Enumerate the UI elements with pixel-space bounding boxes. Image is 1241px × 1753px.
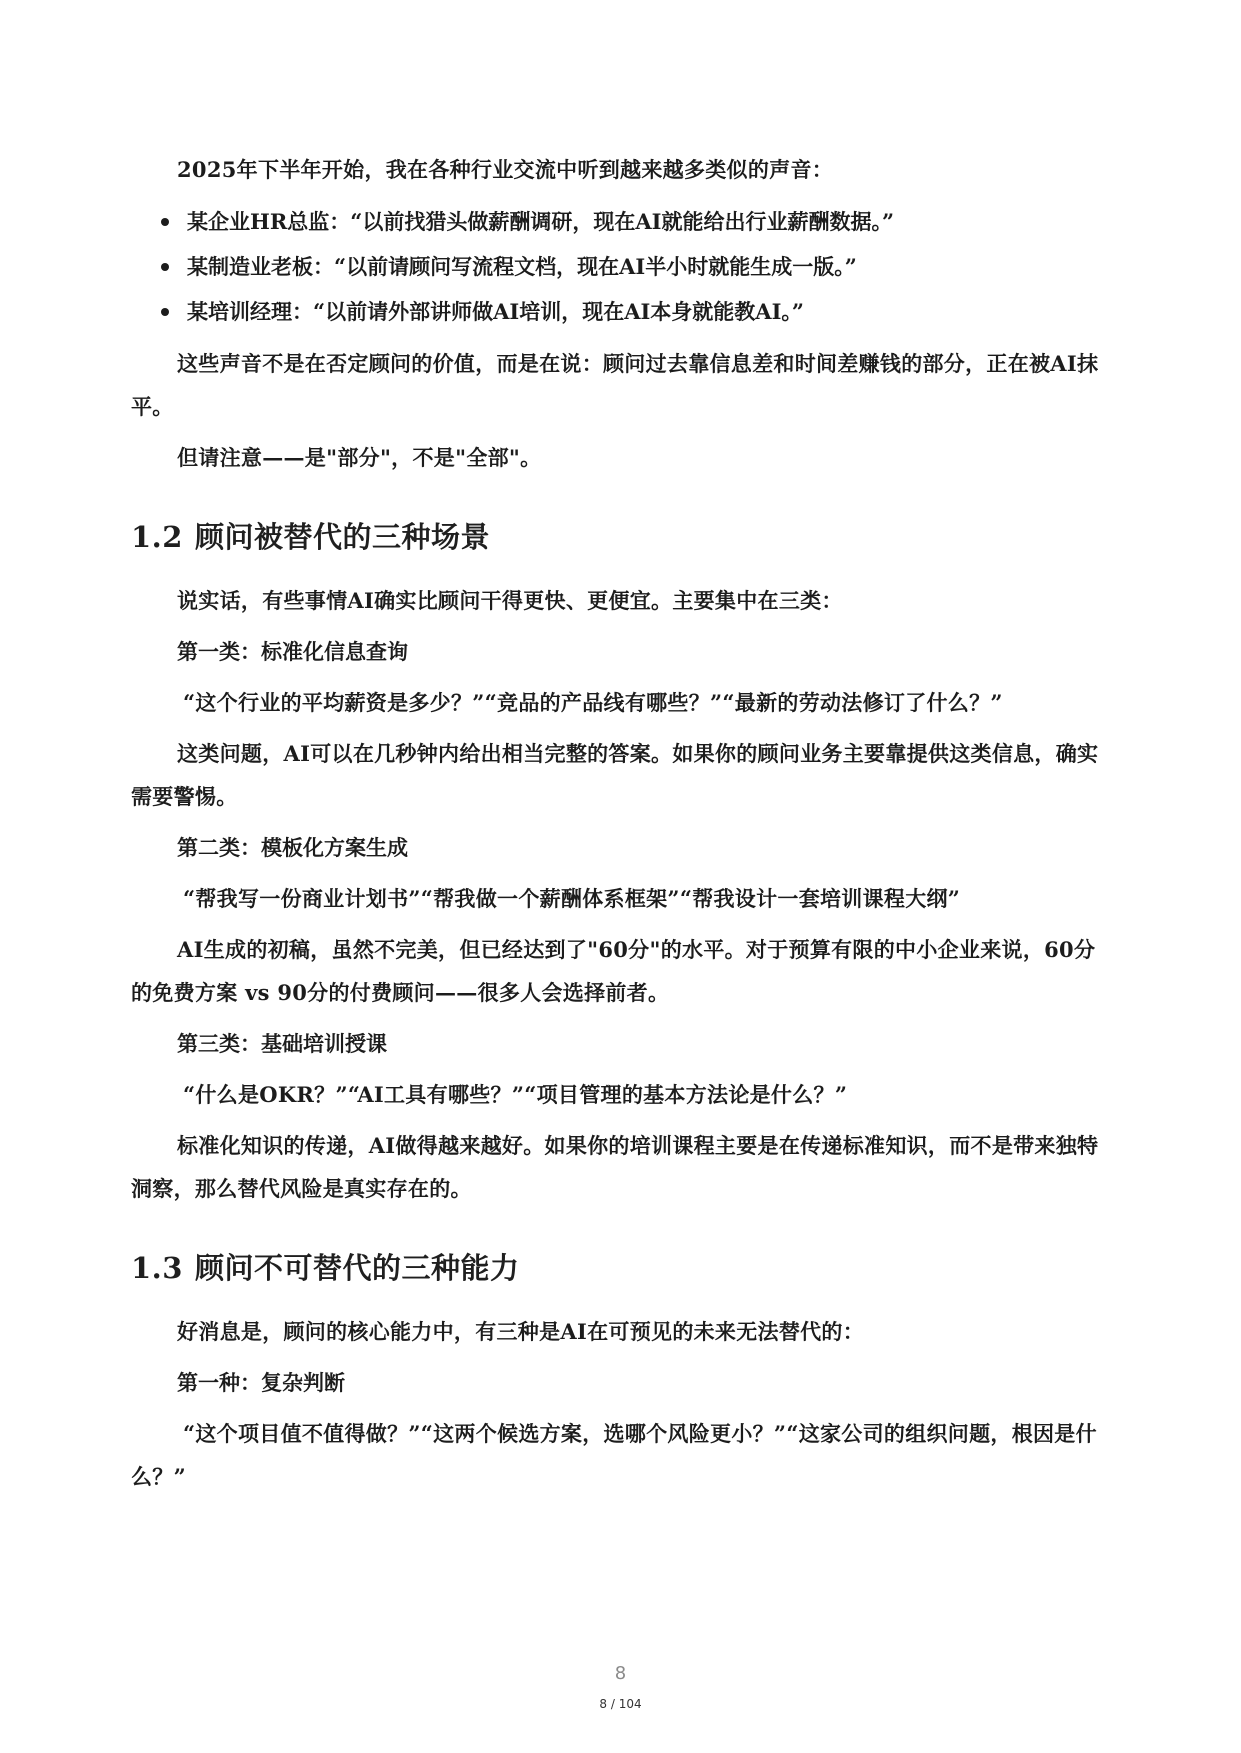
bullet-item bbox=[131, 289, 1111, 334]
section-lead: 好消息是，顾问的核心能力中，有三种是AI在可预见的未来无法替代的： bbox=[177, 1319, 865, 1344]
section-number: 1.2 bbox=[131, 520, 183, 554]
page-indicator: 8 / 104 bbox=[599, 1697, 642, 1711]
category-body: 这类问题，AI可以在几秒钟内给出相当完整的答案。如果你的顾问业务主要靠提供这类信息，确实需要警惕。 bbox=[131, 741, 1099, 809]
bullet-dot-icon bbox=[161, 308, 169, 316]
body-paragraph: 这些声音不是在否定顾问的价值，而是在说：顾问过去靠信息差和时间差赚钱的部分，正在被AI抹平。 bbox=[131, 351, 1099, 419]
bullet-dot-icon bbox=[161, 218, 169, 226]
bullet-text: 某制造业老板：“以前请顾问写流程文档，现在AI半小时就能生成一版。” bbox=[187, 254, 857, 279]
page-number: 8 bbox=[614, 1663, 627, 1684]
bullet-dot-icon bbox=[161, 263, 169, 271]
section-lead: 说实话，有些事情AI确实比顾问干得更快、更便宜。主要集中在三类： bbox=[177, 588, 843, 613]
bullet-text: 某企业HR总监：“以前找猎头做薪酬调研，现在AI就能给出行业薪酬数据。” bbox=[187, 209, 895, 234]
bullet-item bbox=[131, 244, 1111, 289]
section-title: 顾问被替代的三种场景 bbox=[194, 520, 490, 554]
ability-quote: “这个项目值不值得做？”“这两个候选方案，选哪个风险更小？”“这家公司的组织问题，根因是什么？” bbox=[131, 1421, 1097, 1489]
body-paragraph: 但请注意——是"部分"，不是"全部"。 bbox=[177, 445, 542, 470]
category-body: 标准化知识的传递，AI做得越来越好。如果你的培训课程主要是在传递标准知识，而不是带来独特洞察，那么替代风险是真实存在的。 bbox=[131, 1133, 1099, 1201]
section-title: 顾问不可替代的三种能力 bbox=[194, 1251, 520, 1285]
category-quote: “帮我写一份商业计划书”“帮我做一个薪酬体系框架”“帮我设计一套培训课程大纲” bbox=[183, 886, 961, 911]
intro-paragraph: 2025年下半年开始，我在各种行业交流中听到越来越多类似的声音： bbox=[177, 157, 834, 182]
quote-bullet-list bbox=[131, 199, 1111, 334]
ability-title: 第一种：复杂判断 bbox=[177, 1370, 345, 1395]
bullet-text: 某培训经理：“以前请外部讲师做AI培训，现在AI本身就能教AI。” bbox=[187, 299, 805, 324]
category-title: 第一类：标准化信息查询 bbox=[177, 639, 408, 664]
document-page bbox=[131, 148, 1111, 1506]
section-number: 1.3 bbox=[131, 1251, 183, 1285]
category-title: 第二类：模板化方案生成 bbox=[177, 835, 408, 860]
section-heading-1-2 bbox=[131, 517, 1111, 557]
category-title: 第三类：基础培训授课 bbox=[177, 1031, 387, 1056]
category-body: AI生成的初稿，虽然不完美，但已经达到了"60分"的水平。对于预算有限的中小企业来说，60分的免费方案 vs 90分的付费顾问——很多人会选择前者。 bbox=[131, 937, 1096, 1005]
bullet-item bbox=[131, 199, 1111, 244]
section-heading-1-3 bbox=[131, 1248, 1111, 1288]
category-quote: “什么是OKR？”“AI工具有哪些？”“项目管理的基本方法论是什么？” bbox=[183, 1082, 848, 1107]
category-quote: “这个行业的平均薪资是多少？”“竞品的产品线有哪些？”“最新的劳动法修订了什么？” bbox=[183, 690, 1003, 715]
